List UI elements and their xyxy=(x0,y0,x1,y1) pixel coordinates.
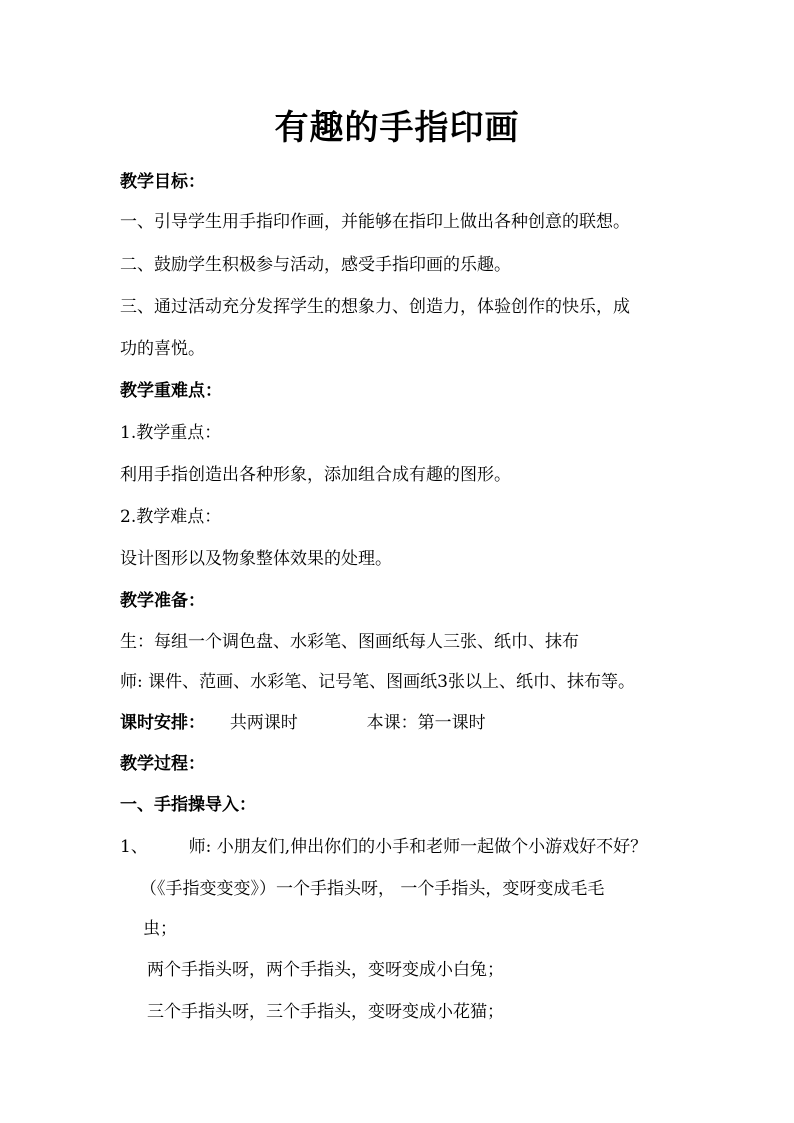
page-title: 有趣的手指印画 xyxy=(274,108,520,148)
song-line-2: 虫； xyxy=(143,919,177,939)
schedule-total: 共两课时 xyxy=(229,713,298,733)
song-line-3: 两个手指头呀，两个手指头，变呀变成小白兔； xyxy=(147,960,504,980)
preparation-student: 生：每组一个调色盘、水彩笔、图画纸每人三张、纸巾、抹布 xyxy=(120,632,579,652)
song-line-1: （《手指变变变》）一个手指头呀， 一个手指头，变呀变成毛毛 xyxy=(140,879,605,899)
key-point-2-text: 设计图形以及物象整体效果的处理。 xyxy=(120,549,392,569)
process-heading: 教学过程： xyxy=(120,754,205,774)
goal-2: 二、鼓励学生积极参与活动，感受手指印画的乐趣。 xyxy=(120,255,511,275)
preparation-heading: 教学准备： xyxy=(120,591,205,611)
schedule-label: 课时安排： xyxy=(120,713,205,733)
goals-heading: 教学目标： xyxy=(120,172,205,192)
song-line-4: 三个手指头呀，三个手指头，变呀变成小花猫； xyxy=(147,1002,504,1022)
schedule-current: 本课：第一课时 xyxy=(366,713,486,733)
key-point-1-label: 1.教学重点： xyxy=(120,423,222,443)
step-1-row xyxy=(120,835,647,859)
goal-3-line-1: 三、通过活动充分发挥学生的想象力、创造力，体验创作的快乐，成 xyxy=(120,297,630,317)
preparation-teacher: 师: 课件、范画、水彩笔、记号笔、图画纸3张以上、纸巾、抹布等。 xyxy=(120,672,635,692)
goal-1: 一、引导学生用手指印作画，并能够在指印上做出各种创意的联想。 xyxy=(120,212,630,232)
key-point-1-text: 利用手指创造出各种形象，添加组合成有趣的图形。 xyxy=(120,465,511,485)
key-points-heading: 教学重难点： xyxy=(120,381,222,401)
schedule-row xyxy=(120,711,486,735)
step-1-number: 1、 xyxy=(120,837,148,857)
key-point-2-label: 2.教学难点： xyxy=(120,507,222,527)
step-1-heading: 一、手指操导入： xyxy=(120,795,256,815)
step-1-text: 师: 小朋友们,伸出你们的小手和老师一起做个小游戏好不好？ xyxy=(188,837,648,857)
goal-3-line-2: 功的喜悦。 xyxy=(120,339,205,359)
